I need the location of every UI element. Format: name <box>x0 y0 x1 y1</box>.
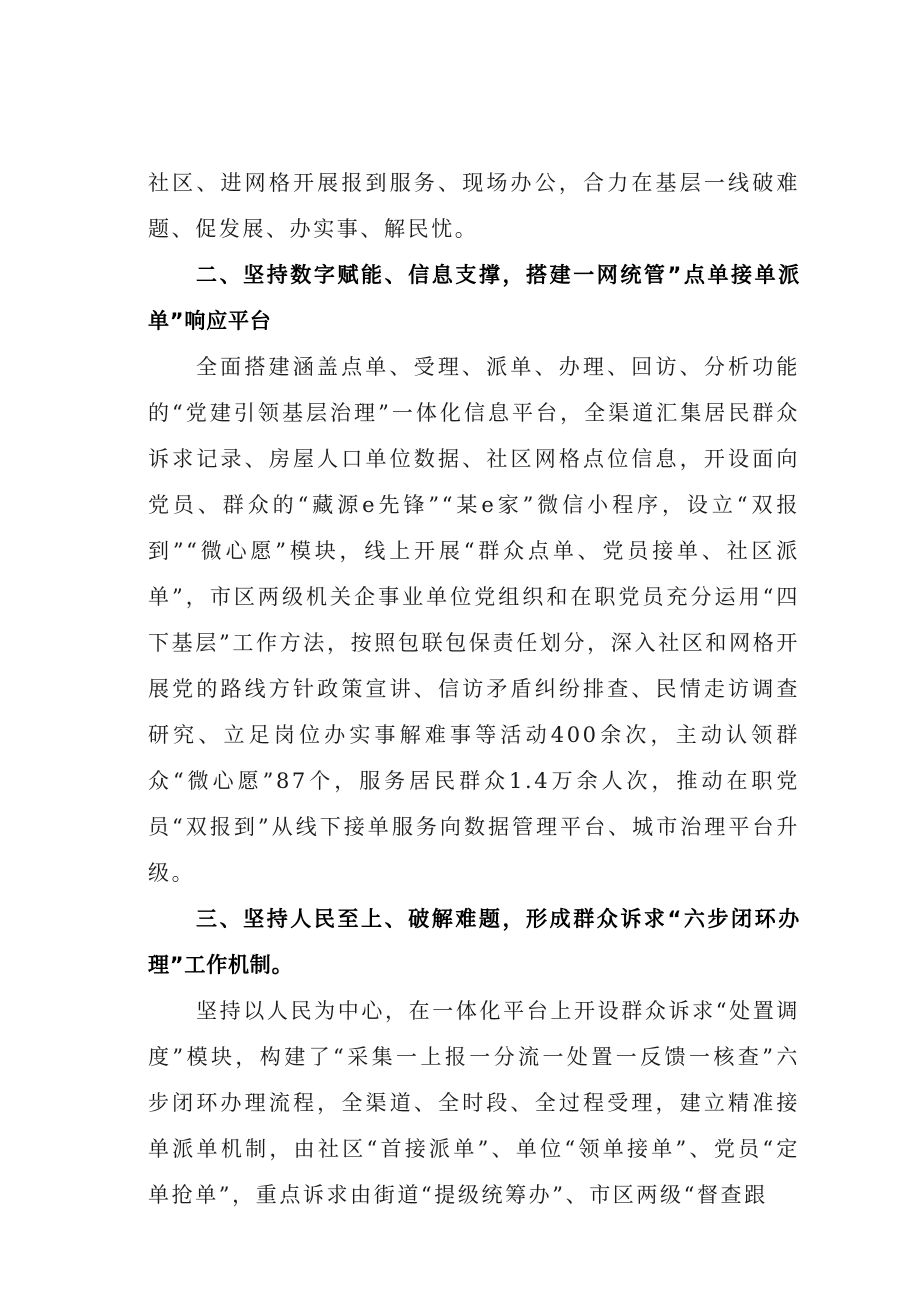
section-2-paragraph: 全面搭建涵盖点单、受理、派单、办理、回访、分析功能的“党建引领基层治理”一体化信息平台，全渠道汇集居民群众诉求记录、房屋人口单位数据、社区网格点位信息，开设面向党员、群众的“藏源e先锋”“某e家”微信小程序，设立“双报到”“微心愿”模块，线上开展“群众点单、党员接单、社区派单”，市区两级机关企事业单位党组织和在职党员充分运用“四下基层”工作方法，按照包联包保责任划分，深入社区和网格开展党的路线方针政策宣讲、信访矛盾纠纷排查、民情走访调查研究、立足岗位办实事解难事等活动400余次，主动认领群众“微心愿”87个，服务居民群众1.4万余人次，推动在职党员“双报到”从线下接单服务向数据管理平台、城市治理平台升级。 <box>148 355 800 885</box>
paragraph-continuation: 社区、进网格开展报到服务、现场办公，合力在基层一线破难题、促发展、办实事、解民忧。 <box>148 171 800 241</box>
section-3-paragraph: 坚持以人民为中心，在一体化平台上开设群众诉求“处置调度”模块，构建了“采集一上报一分流一处置一反馈一核查”六步闭环办理流程，全渠道、全时段、全过程受理，建立精准接单派单机制，由社区“首接派单”、单位“领单接单”、党员“定单抢单”，重点诉求由街道“提级统筹办”、市区两级“督查跟 <box>148 999 800 1207</box>
document-body <box>148 160 800 1218</box>
section-heading-2: 二、坚持数字赋能、信息支撑，搭建一网统管”点单接单派单”响应平台 <box>148 263 800 333</box>
section-heading-3: 三、坚持人民至上、破解难题，形成群众诉求“六步闭环办理”工作机制。 <box>148 907 800 977</box>
